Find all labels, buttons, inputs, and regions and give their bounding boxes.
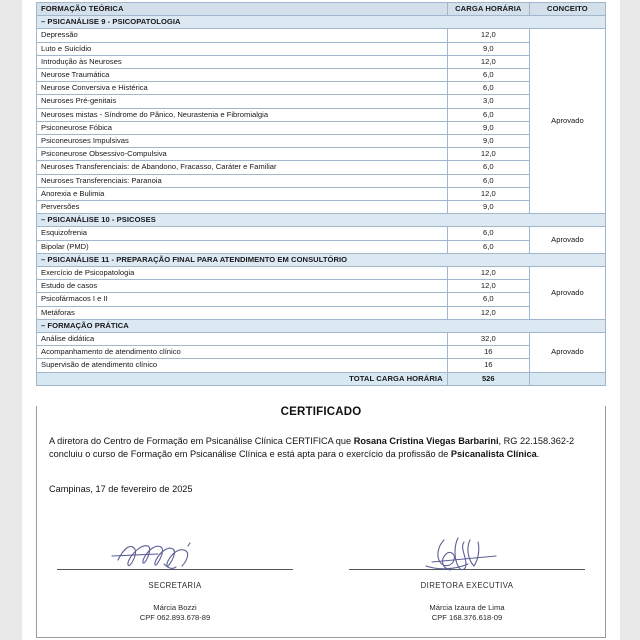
table-header-row <box>37 3 606 16</box>
discipline-name: Perversões <box>37 201 448 214</box>
profession-name: Psicanalista Clínica <box>450 449 537 460</box>
table-row <box>37 187 606 200</box>
certificate-body-part2: , RG 22.158.362-2 concluiu o curso de Formação em Psicanálise Clínica e está apta para o exercício da profissão de <box>49 435 575 460</box>
discipline-hours: 16 <box>447 359 529 372</box>
discipline-name: Neuroses Pré-genitais <box>37 95 448 108</box>
section-concept: Aprovado <box>529 333 605 373</box>
discipline-name: Esquizofrenia <box>37 227 448 240</box>
table-row <box>37 346 606 359</box>
signature-role-diretora: DIRETORA EXECUTIVA <box>420 580 514 590</box>
certificate-page <box>22 0 620 640</box>
discipline-name: Neuroses Transferenciais: de Abandono, Fracasso, Caráter e Familiar <box>37 161 448 174</box>
curriculum-table <box>36 2 606 386</box>
signature-block-secretaria <box>49 534 301 624</box>
discipline-hours: 6,0 <box>447 227 529 240</box>
discipline-hours: 6,0 <box>447 82 529 95</box>
table-row <box>37 280 606 293</box>
discipline-hours: 12,0 <box>447 148 529 161</box>
discipline-hours: 6,0 <box>447 161 529 174</box>
student-name: Rosana Cristina Viegas Barbarini <box>353 435 499 446</box>
total-row <box>37 372 606 385</box>
discipline-name: Neurose Traumática <box>37 69 448 82</box>
discipline-hours: 9,0 <box>447 201 529 214</box>
section-header-row <box>37 253 606 266</box>
discipline-name: Estudo de casos <box>37 280 448 293</box>
table-row <box>37 42 606 55</box>
table-row <box>37 161 606 174</box>
certificate-box <box>36 406 606 638</box>
signature-block-diretora <box>341 534 593 624</box>
table-row <box>37 29 606 42</box>
discipline-hours: 6,0 <box>447 174 529 187</box>
signature-role-secretaria: SECRETARIA <box>148 580 202 590</box>
certificate-title: CERTIFICADO <box>280 405 362 418</box>
signature-cpf-secretaria: CPF 062.893.678-89 <box>139 613 211 623</box>
table-row <box>37 240 606 253</box>
column-header-discipline: FORMAÇÃO TEÓRICA <box>37 3 448 16</box>
table-row <box>37 359 606 372</box>
signature-name-diretora: Márcia Izaura de Lima <box>429 602 505 612</box>
place-and-date: Campinas, 17 de fevereiro de 2025 <box>49 484 193 495</box>
table-row <box>37 148 606 161</box>
table-row <box>37 333 606 346</box>
discipline-hours: 12,0 <box>447 306 529 319</box>
discipline-hours: 9,0 <box>447 121 529 134</box>
discipline-name: Neurose Conversiva e Histérica <box>37 82 448 95</box>
signature-cpf-diretora: CPF 168.376.618-09 <box>431 613 503 623</box>
table-row <box>37 201 606 214</box>
discipline-hours: 16 <box>447 346 529 359</box>
discipline-name: Neuroses Transferenciais: Paranoia <box>37 174 448 187</box>
table-row <box>37 95 606 108</box>
curriculum-sections <box>37 16 606 372</box>
signature-mark-diretora <box>341 534 593 568</box>
section-header-row <box>37 319 606 332</box>
discipline-name: Psiconeurose Fóbica <box>37 121 448 134</box>
section-title: – FORMAÇÃO PRÁTICA <box>37 319 606 332</box>
certificate-body <box>49 435 593 462</box>
section-header-row <box>37 214 606 227</box>
discipline-hours: 12,0 <box>447 55 529 68</box>
discipline-name: Bipolar (PMD) <box>37 240 448 253</box>
discipline-hours: 6,0 <box>447 240 529 253</box>
section-title: – PSICANÁLISE 9 - PSICOPATOLOGIA <box>37 16 606 29</box>
section-concept: Aprovado <box>529 267 605 320</box>
signature-row <box>49 534 593 624</box>
table-row <box>37 227 606 240</box>
discipline-name: Psicofármacos I e II <box>37 293 448 306</box>
discipline-hours: 12,0 <box>447 267 529 280</box>
discipline-hours: 12,0 <box>447 280 529 293</box>
discipline-hours: 6,0 <box>447 293 529 306</box>
total-concept-empty <box>529 372 605 385</box>
discipline-name: Luto e Suicídio <box>37 42 448 55</box>
table-row <box>37 121 606 134</box>
signature-mark-secretaria <box>49 534 301 568</box>
table-row <box>37 108 606 121</box>
curriculum-total <box>37 372 606 385</box>
signature-name-secretaria: Márcia Bozzi <box>153 602 197 612</box>
discipline-hours: 9,0 <box>447 135 529 148</box>
section-concept: Aprovado <box>529 227 605 253</box>
section-title: – PSICANÁLISE 10 - PSICOSES <box>37 214 606 227</box>
discipline-hours: 12,0 <box>447 29 529 42</box>
table-row <box>37 174 606 187</box>
discipline-hours: 9,0 <box>447 42 529 55</box>
discipline-name: Introdução às Neuroses <box>37 55 448 68</box>
discipline-name: Neuroses mistas - Síndrome do Pânico, Neurastenia e Fibromialgia <box>37 108 448 121</box>
discipline-hours: 6,0 <box>447 69 529 82</box>
section-concept: Aprovado <box>529 29 605 214</box>
certificate-body-part1: A diretora do Centro de Formação em Psicanálise Clínica CERTIFICA que <box>49 435 354 446</box>
table-row <box>37 135 606 148</box>
discipline-name: Psiconeurose Obsessivo-Compulsiva <box>37 148 448 161</box>
section-title: – PSICANÁLISE 11 - PREPARAÇÃO FINAL PARA ATENDIMENTO EM CONSULTÓRIO <box>37 253 606 266</box>
discipline-name: Análise didática <box>37 333 448 346</box>
discipline-name: Metáforas <box>37 306 448 319</box>
discipline-name: Anorexia e Bulimia <box>37 187 448 200</box>
discipline-name: Supervisão de atendimento clínico <box>37 359 448 372</box>
discipline-name: Exercício de Psicopatologia <box>37 267 448 280</box>
discipline-name: Depressão <box>37 29 448 42</box>
table-row <box>37 306 606 319</box>
discipline-hours: 6,0 <box>447 108 529 121</box>
total-value: 526 <box>447 372 529 385</box>
discipline-hours: 12,0 <box>447 187 529 200</box>
table-row <box>37 82 606 95</box>
curriculum-table-body <box>37 3 606 16</box>
table-row <box>37 69 606 82</box>
discipline-name: Acompanhamento de atendimento clínico <box>37 346 448 359</box>
discipline-hours: 32,0 <box>447 333 529 346</box>
table-row <box>37 293 606 306</box>
table-row <box>37 267 606 280</box>
column-header-concept: CONCEITO <box>529 3 605 16</box>
column-header-workload: CARGA HORÁRIA <box>447 3 529 16</box>
page-content <box>36 2 606 638</box>
certificate-body-part3: . <box>536 449 540 460</box>
discipline-hours: 3,0 <box>447 95 529 108</box>
total-label: TOTAL CARGA HORÁRIA <box>37 372 448 385</box>
table-row <box>37 55 606 68</box>
section-header-row <box>37 16 606 29</box>
discipline-name: Psiconeuroses Impulsivas <box>37 135 448 148</box>
